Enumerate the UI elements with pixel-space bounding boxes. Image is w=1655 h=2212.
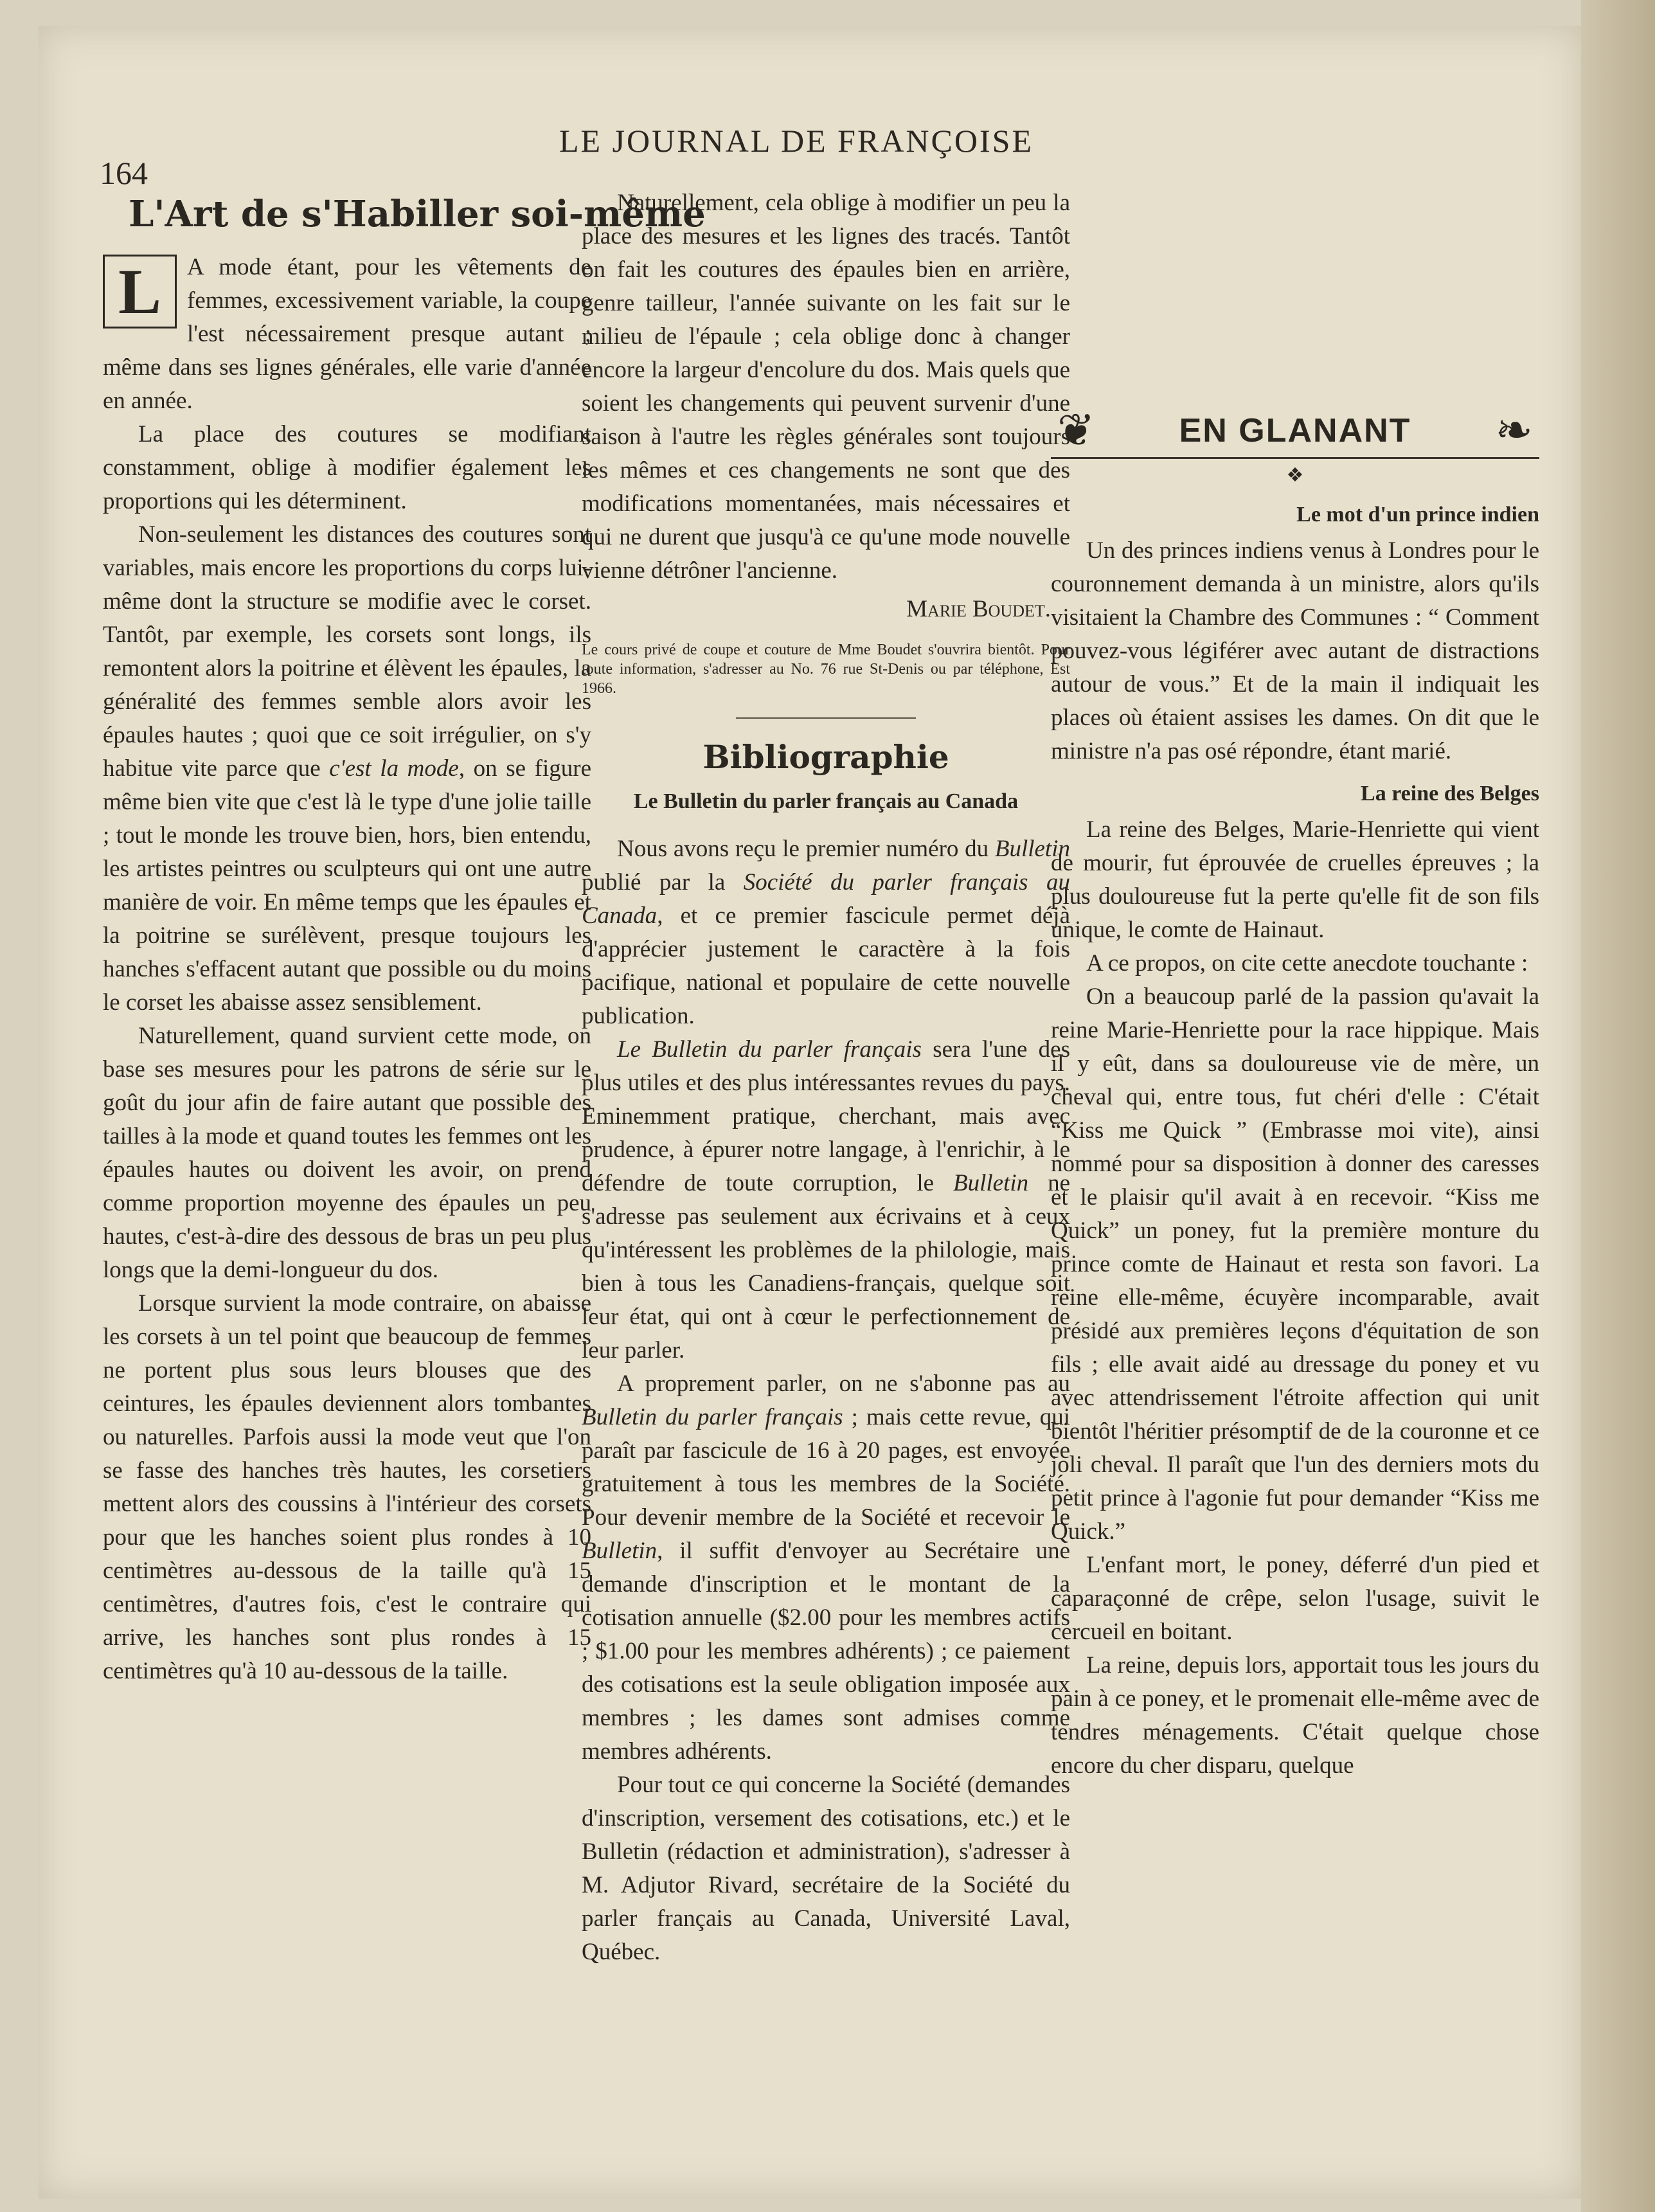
article-paragraph: La reine des Belges, Marie-Henriette qui vient de mourir, fut éprouvée de cruelles épreuves ; la plus douloureuse fut la perte qu'elle fit de son fils unique, le comte de Hainaut. <box>1051 816 1539 943</box>
bibliographie-title: Bibliographie <box>702 738 949 776</box>
prince-subhead: Le mot d'un prince indien <box>1296 503 1539 526</box>
course-note: Le cours privé de coupe et couture de Mme Boudet s'ouvrira bientôt. Pour toute information, s'adresser au No. 76 rue St-Denis ou par téléphone, Est 1966. <box>582 642 1070 697</box>
running-head: LE JOURNAL DE FRANÇOISE <box>559 123 1033 159</box>
article-title: L'Art de s'Habiller soi-même <box>129 193 706 235</box>
column-3 <box>1051 386 1539 1783</box>
header-underline <box>1051 457 1539 459</box>
article-paragraph: L A mode étant, pour les vêtements de femmes, excessivement variable, la coupe l'est nécessairement presque autant ; même dans ses lignes générales, elle varie d'année en année. <box>103 254 591 414</box>
drop-cap: L <box>103 255 177 328</box>
article-paragraph: Non-seulement les distances des coutures sont variables, mais encore les proportions du corps lui-même dont la structure se modifie avec le corset. Tantôt, par exemple, les corsets sont longs, ils remontent alors la poitrine et élèvent les épaules, la généralité des femmes semble alors avoir les épaules hautes ; quoi que ce soit irrégulier, on s'y habitue vite parce que c'est la mode, on se figure même bien vite que c'est là le type d'une jolie taille ; tout le monde les trouve bien, hors, bien entendu, les artistes peintres ou sculpteurs qui ont une autre manière de voir. En même temps que les épaules et la poitrine se surélèvent, presque toujours les hanches s'effacent autant que possible ou du moins le corset les abaisse assez sensiblement. <box>103 521 591 1016</box>
article-paragraph: La reine, depuis lors, apportait tous les jours du pain à ce poney, et le promenait elle-même avec de tendres ménagements. C'était quelque chose encore du cher disparu, quelque <box>1051 1652 1539 1779</box>
bulletin-subtitle: Le Bulletin du parler français au Canada <box>633 789 1019 813</box>
en-glanant-header <box>1051 404 1539 457</box>
page-edge <box>1581 0 1655 2212</box>
flourish-left-icon: ❦ <box>1057 406 1095 456</box>
author-signature: Marie Boudet. <box>906 596 1051 622</box>
article-paragraph: L'enfant mort, le poney, déferré d'un pied et caparaçonné de crêpe, selon l'usage, suivit le cercueil en boitant. <box>1051 1552 1539 1645</box>
article-paragraph: A proprement parler, on ne s'abonne pas au Bulletin du parler français ; mais cette revue, qui paraît par fascicule de 16 à 20 pages, est envoyée gratuitement à tous les membres de la Société. Pour devenir membre de la Société et recevoir le Bulletin, il suffit d'envoyer au Secrétaire une demande d'inscription et le montant de la cotisation annuelle ($2.00 pour les membres actifs ; $1.00 pour les membres adhérents) ; ce paiement des cotisations est la seule obligation imposée aux membres ; les dames sont admises comme membres adhérents. <box>582 1371 1070 1765</box>
column-2 <box>582 186 1070 1969</box>
section-divider <box>736 717 916 719</box>
article-paragraph: Nous avons reçu le premier numéro du Bulletin publié par la Société du parler français au Canada, et ce premier fascicule permet déjà d'apprécier justement le caractère à la fois pacifique, national et populaire de cette nouvelle publication. <box>582 836 1070 1029</box>
article-paragraph: Pour tout ce qui concerne la Société (demandes d'inscription, versement des cotisations, etc.) et le Bulletin (rédaction et administration), s'adresser à M. Adjutor Rivard, secrétaire de la Société du parler français au Canada, Université Laval, Québec. <box>582 1772 1070 1965</box>
article-paragraph: A ce propos, on cite cette anecdote touchante : <box>1086 950 1528 976</box>
small-ornament-icon: ❖ <box>1286 465 1304 486</box>
page-number: 164 <box>100 155 148 191</box>
article-paragraph: Le Bulletin du parler français sera l'une des plus utiles et des plus intéressantes revues du pays. Eminemment pratique, cherchant, mais avec prudence, à épurer notre langage, à l'enrichir, à le défendre de toute corruption, le Bulletin ne s'adresse pas seulement aux écrivains et à ceux qu'intéressent les problèmes de la philologie, mais bien à tous les Canadiens-français, quelque soit leur état, qui ont à cœur le perfectionnement de leur parler. <box>582 1036 1070 1363</box>
article-paragraph: Naturellement, cela oblige à modifier un peu la place des mesures et les lignes des tracés. Tantôt on fait les coutures des épaules bien en arrière, genre tailleur, l'année suivante on les fait sur le milieu de l'épaule ; cela oblige donc à changer encore la largeur d'encolure du dos. Mais quels que soient les changements qui peuvent survenir d'une saison à l'autre les règles générales sont toujours les mêmes et ces changements ne sont que des modifications momentanées, mais nécessaires et qui ne durent que jusqu'à ce qu'une mode nouvelle vienne détrôner l'ancienne. <box>582 190 1070 584</box>
article-paragraph: La place des coutures se modifiant constamment, oblige à modifier également les proportions qui les déterminent. <box>103 421 591 514</box>
en-glanant-title: EN GLANANT <box>1179 411 1411 449</box>
flourish-right-icon: ❧ <box>1495 406 1533 456</box>
reine-subhead: La reine des Belges <box>1361 782 1539 805</box>
column-1 <box>103 251 591 1688</box>
article-paragraph: Un des princes indiens venus à Londres pour le couronnement demanda à un ministre, alors qu'ils visitaient la Chambre des Communes : “ Comment pouvez-vous légiférer avec autant de distractions autour de vous.” Et de la main il indiquait les places où étaient assises les dames. On dit que le ministre n'a pas osé répondre, étant marié. <box>1051 537 1539 764</box>
article-paragraph: On a beaucoup parlé de la passion qu'avait la reine Marie-Henriette pour la race hippique. Mais il y eût, dans sa douloureuse vie de mère, un cheval qui, entre tous, fut chéri d'elle : C'était “Kiss me Quick ” (Embrasse moi vite), ainsi nommé pour sa disposition à donner des caresses et le plaisir qu'il avait à en recevoir. “Kiss me Quick” un poney, fut la première monture du prince comte de Hainaut et resta son favori. La reine elle-même, écuyère incomparable, avait présidé aux premières leçons d'équitation de son fils ; elle avait aidé au dressage du poney et vu avec attendrissement l'étroite affection qui unit bientôt l'héritier présomptif de de la couronne et ce joli cheval. Il paraît que l'un des derniers mots du petit prince à l'agonie fut pour demander “Kiss me Quick.” <box>1051 984 1539 1545</box>
article-paragraph: Lorsque survient la mode contraire, on abaisse les corsets à un tel point que beaucoup de femmes ne portent plus sous leurs blouses que des ceintures, les épaules deviennent alors tombantes ou naturelles. Parfois aussi la mode veut que l'on se fasse des hanches très hautes, les corsetiers mettent alors des coussins à l'intérieur des corsets pour que les hanches soient plus rondes à 10 centimètres au-dessous de la taille qu'à 15 centimètres, d'autres fois, c'est le contraire qui arrive, les hanches sont plus rondes à 15 centimètres qu'à 10 au-dessous de la taille. <box>103 1290 591 1684</box>
article-paragraph: Naturellement, quand survient cette mode, on base ses mesures pour les patrons de série sur le goût du jour afin de faire autant que possible des tailles à la mode et quand toutes les femmes ont les épaules hautes ou doivent les avoir, on prend comme proportion moyenne des épaules un peu hautes, c'est-à-dire des dessous de bras un peu plus longs que la demi-longueur du dos. <box>103 1023 591 1283</box>
